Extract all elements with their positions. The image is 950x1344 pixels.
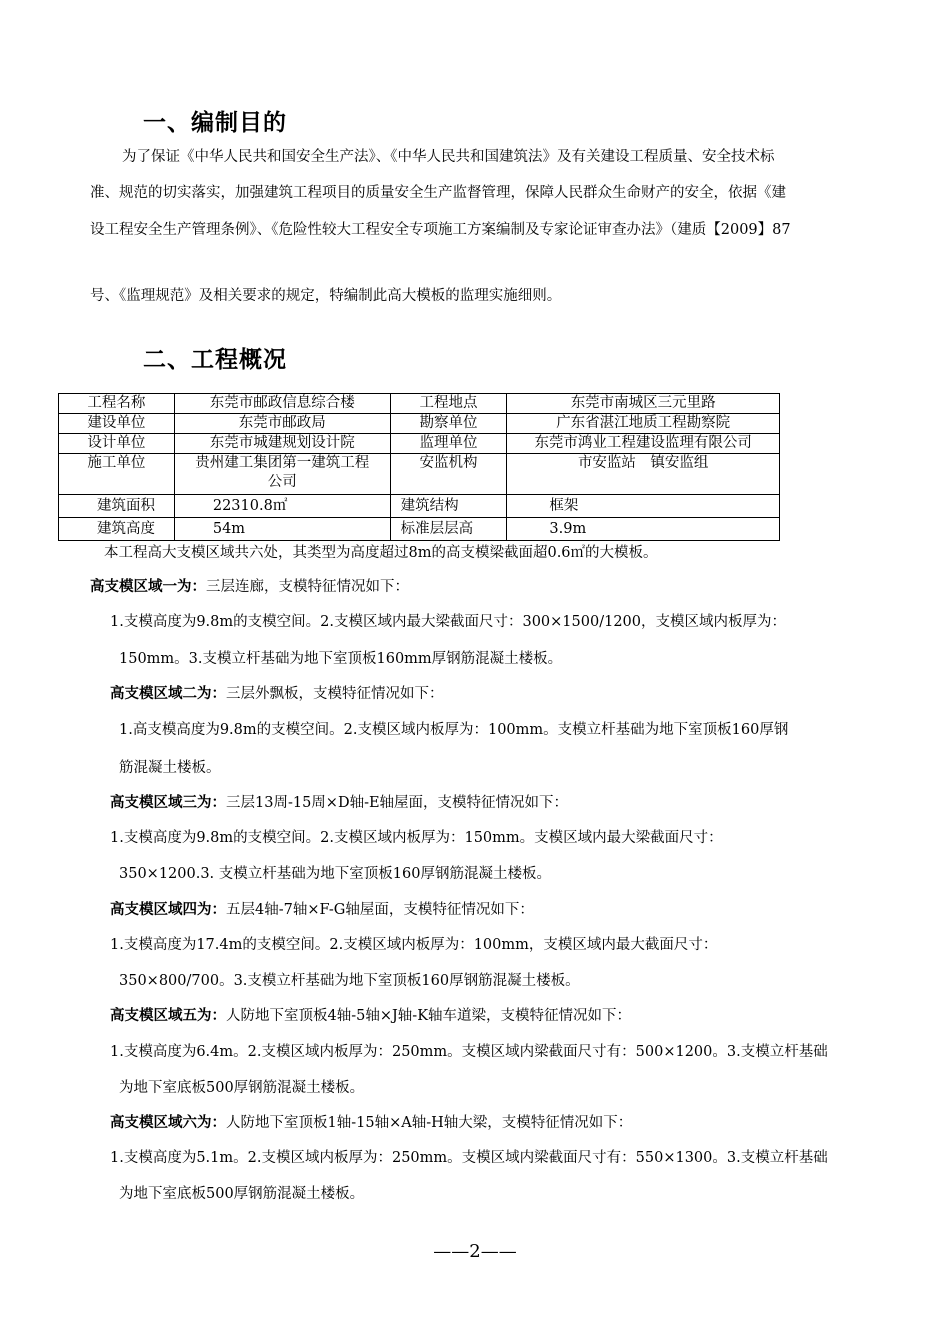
zone-heading [110,683,444,705]
zone-title: 高支模区域五为： [110,1008,226,1024]
table-row [59,495,780,518]
project-info-table [58,393,780,541]
zone-desc: 三层外飘板，支模特征情况如下： [226,686,444,702]
zone-line: 为地下室底板500厚钢筋混凝土楼板。 [119,1186,365,1202]
zone-desc: 三层13周-15周×D轴-E轴屋面，支模特征情况如下： [226,795,569,811]
zone-title: 高支模区域二为： [110,686,226,702]
zone-title: 高支模区域一为： [90,579,206,595]
table-value: 东莞市城建规划设计院 [174,434,390,454]
zone-line: 1.支模高度为5.1m。2.支模区域内板厚为：250mm。支模区域内梁截面尺寸有：550×1300。3.支模立杆基础 [110,1150,828,1166]
table-label: 工程名称 [59,394,175,414]
table-value: 22310.8㎡ [174,495,390,518]
table-label: 工程地点 [390,394,507,414]
page-number: ——2—— [433,1241,517,1262]
paragraph-line: 为了保证《中华人民共和国安全生产法》、《中华人民共和国建筑法》及有关建设工程质量、安全技术标 [122,149,775,165]
table-row [59,434,780,454]
table-label: 监理单位 [390,434,507,454]
zone-line: 350×800/700。3.支模立杆基础为地下室顶板160厚钢筋混凝土楼板。 [119,973,580,989]
table-row [59,414,780,434]
table-label: 施工单位 [59,454,175,495]
intro-line: 本工程高大支模区域共六处，其类型为高度超过8m的高支模梁截面超0.6㎡的大模板。 [104,545,658,561]
table-label: 设计单位 [59,434,175,454]
zone-line: 为地下室底板500厚钢筋混凝土楼板。 [119,1080,365,1096]
zone-line: 1.支模高度为9.8m的支模空间。2.支模区域内板厚为：150mm。支模区域内最大梁截面尺寸： [110,830,723,846]
table-value: 东莞市南城区三元里路 [507,394,780,414]
zone-desc: 人防地下室顶板4轴-5轴×J轴-K轴车道梁，支模特征情况如下： [226,1008,632,1024]
paragraph-line: 号、《监理规范》及相关要求的规定，特编制此高大模板的监理实施细则。 [90,288,562,304]
table-value: 东莞市鸿业工程建设监理有限公司 [507,434,780,454]
zone-line: 1.支模高度为9.8m的支模空间。2.支模区域内最大梁截面尺寸：300×1500/1200，支模区域内板厚为： [110,614,786,630]
table-label: 安监机构 [390,454,507,495]
table-label: 建筑面积 [59,495,175,518]
zone-heading [110,792,568,814]
table-label: 勘察单位 [390,414,507,434]
table-label: 建设单位 [59,414,175,434]
zone-heading [90,576,409,598]
table-value: 框架 [507,495,780,518]
zone-desc: 人防地下室顶板1轴-15轴×A轴-H轴大梁，支模特征情况如下： [226,1115,633,1131]
zone-line: 筋混凝土楼板。 [119,760,221,776]
table-label: 建筑结构 [390,495,507,518]
paragraph-line: 设工程安全生产管理条例》、《危险性较大工程安全专项施工方案编制及专家论证审查办法》（建质【2009】87 [90,222,791,238]
table-label: 建筑高度 [59,518,175,541]
zone-heading [110,1112,632,1134]
zone-line: 350×1200.3. 支模立杆基础为地下室顶板160厚钢筋混凝土楼板。 [119,866,551,882]
table-value: 广东省湛江地质工程勘察院 [507,414,780,434]
table-row [59,518,780,541]
zone-heading [110,899,534,921]
zone-desc: 五层4轴-7轴×F-G轴屋面，支模特征情况如下： [226,902,534,918]
zone-line: 1.支模高度为6.4m。2.支模区域内板厚为：250mm。支模区域内梁截面尺寸有：500×1200。3.支模立杆基础 [110,1044,828,1060]
zone-title: 高支模区域三为： [110,795,226,811]
table-row [59,454,780,495]
table-value: 东莞市邮政信息综合楼 [174,394,390,414]
section-heading-purpose: 一、编制目的 [143,110,287,136]
zone-line: 1.支模高度为17.4m的支模空间。2.支模区域内板厚为：100mm，支模区域内最大截面尺寸： [110,937,718,953]
table-value: 市安监站 镇安监组 [507,454,780,495]
table-value: 东莞市邮政局 [174,414,390,434]
table-value: 3.9m [507,518,780,541]
table-value: 54m [174,518,390,541]
zone-desc: 三层连廊，支模特征情况如下： [206,579,409,595]
zone-title: 高支模区域四为： [110,902,226,918]
section-heading-overview: 二、工程概况 [143,347,287,373]
zone-line: 150mm。3.支模立杆基础为地下室顶板160mm厚钢筋混凝土楼板。 [119,651,563,667]
zone-heading [110,1005,631,1027]
table-row [59,394,780,414]
zone-line: 1.高支模高度为9.8m的支模空间。2.支模区域内板厚为：100mm。支模立杆基础为地下室顶板160厚钢 [119,722,789,738]
paragraph-line: 准、规范的切实落实，加强建筑工程项目的质量安全生产监督管理，保障人民群众生命财产的安全，依据《建 [90,185,786,201]
table-value: 贵州建工集团第一建筑工程公司 [174,454,390,495]
zone-title: 高支模区域六为： [110,1115,226,1131]
table-label: 标准层层高 [390,518,507,541]
